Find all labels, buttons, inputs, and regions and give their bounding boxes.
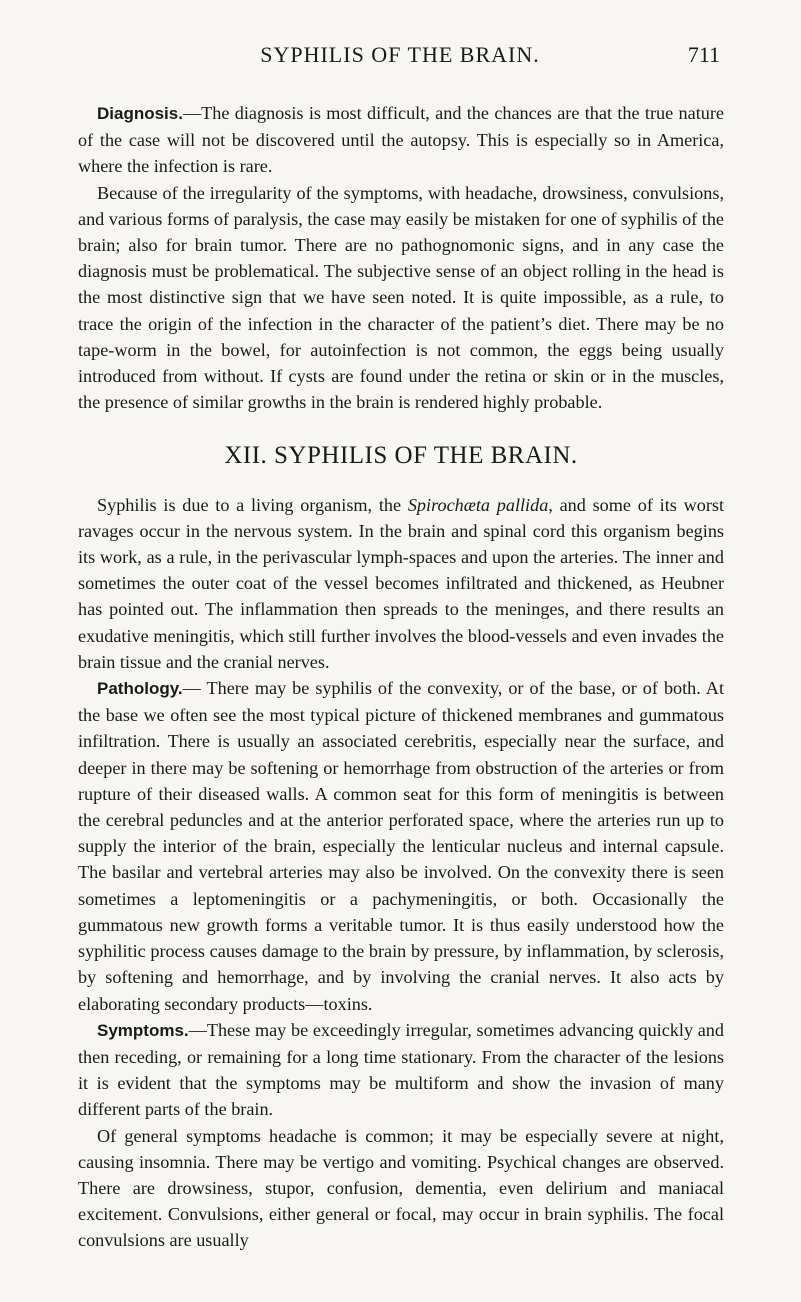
symptoms-text: —These may be exceedingly irregular, sometimes advancing quickly and then receding, or remaining for a long time stationary. From the character of the lesions it is evident that the symptoms may be multiform and show the invasion of many different parts of the brain. (78, 1019, 724, 1120)
section-heading: XII. SYPHILIS OF THE BRAIN. (224, 442, 578, 470)
page-number: 711 (687, 42, 720, 67)
diagnosis-heading: Diagnosis. (97, 104, 183, 123)
syphilis-intro-paragraph (78, 492, 724, 675)
running-title: SYPHILIS OF THE BRAIN. (260, 42, 540, 67)
intro-text-start: Syphilis is due to a living organism, the (97, 494, 408, 515)
general-symptoms-paragraph: Of general symptoms headache is common; it may be especially severe at night, causing insomnia. There may be vertigo and vomiting. Psychical changes are observed. There are drowsiness, stupor, confusion, dementia, even delirium and maniacal excitement. Convulsions, either general or focal, may occur in brain syphilis. The focal convulsions are usually (78, 1125, 724, 1251)
running-head (80, 42, 720, 72)
symptoms-heading: Symptoms. (97, 1020, 189, 1040)
pathology-paragraph (78, 675, 724, 1017)
pathology-heading: Pathology. (97, 679, 183, 699)
organism-name: Spirochæta pallida, (407, 494, 553, 515)
symptoms-paragraph (78, 1017, 724, 1123)
pathology-text: — There may be syphilis of the convexity, or of the base, or of both. At the base we often see the most typical picture of thickened membranes and gummatous infiltration. There is usually an associated cerebritis, especially near the surface, and deeper in there may be softening or hemorrhage from obstruction of the arteries or from rupture of their diseased walls. A common seat for this form of meningitis is between the cerebral peduncles and at the anterior perforated space, where the arteries run up to supply the interior of the brain, especially the lenticular nucleus and internal capsule. The basilar and vertebral arteries may also be involved. On the convexity there is seen sometimes a leptomeningitis or a pachymeningitis, or both. Occasionally the gummatous new growth forms a veritable tumor. It is thus easily understood how the syphilitic process causes damage to the brain by pressure, by inflammation, by sclerosis, by softening and hemorrhage, and by involving the cranial nerves. It also acts by elaborating secondary products—toxins. (78, 678, 724, 1014)
diagnosis-paragraph-2: Because of the irregularity of the symptoms, with headache, drowsiness, convulsions, and various forms of paralysis, the case may easily be mistaken for one of syphilis of the brain; also for brain tumor. There are no pathognomonic signs, and in any case the diagnosis must be problematical. The subjective sense of an object rolling in the head is the most distinctive sign that we have seen noted. It is quite impossible, as a rule, to trace the origin of the infection in the character of the patient’s diet. There may be no tape-worm in the bowel, for autoinfection is not common, the eggs being usually introduced from without. If cysts are found under the retina or skin or in the muscles, the presence of similar growths in the brain is rendered highly probable. (78, 182, 724, 413)
intro-text-end: and some of its worst ravages occur in the nervous system. In the brain and spinal cord this organism begins its work, as a rule, in the perivascular lymph-spaces and upon the arteries. The inner and sometimes the outer coat of the vessel becomes infiltrated and thickened, as Heubner has pointed out. The inflammation then spreads to the meninges, and there results an exudative meningitis, which still further involves the blood-vessels and even invades the brain tissue and the cranial nerves. (78, 494, 725, 672)
body-text (78, 100, 724, 1254)
diagnosis-text: —The diagnosis is most difficult, and the chances are that the true nature of the case will not be discovered until the autopsy. This is especially so in America, where the infection is rare. (78, 103, 724, 177)
diagnosis-paragraph (78, 100, 724, 180)
